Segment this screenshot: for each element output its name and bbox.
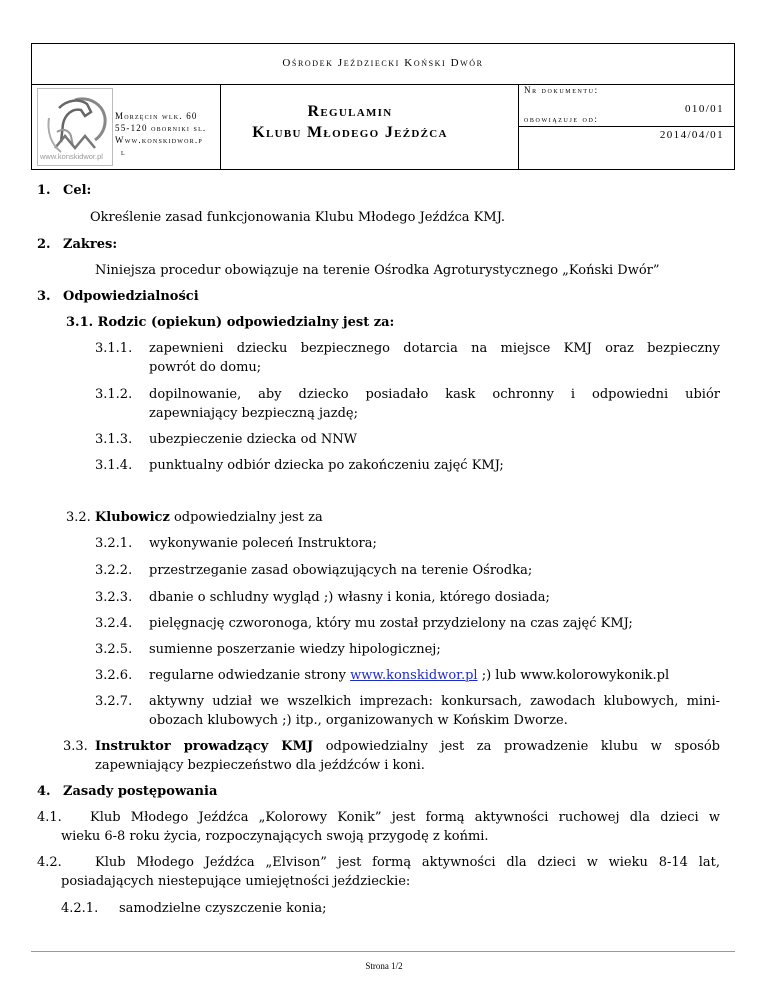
footer-divider bbox=[31, 951, 735, 952]
item-text: obozach klubowych ;) itp., organizowanych w Końskim Dworze. bbox=[149, 713, 568, 728]
subsection-number: 3.3. bbox=[63, 739, 88, 754]
document-title bbox=[252, 101, 448, 143]
subsection-title: 3.1. Rodzic (opiekun) odpowiedzialny jest za: bbox=[66, 315, 395, 330]
doc-number: 010/01 bbox=[685, 103, 724, 115]
item-number: 3.1.1. bbox=[95, 341, 133, 356]
section-title: Odpowiedzialności bbox=[63, 289, 199, 304]
header-meta-separator bbox=[518, 126, 734, 127]
item-number: 3.2.5. bbox=[95, 642, 133, 657]
address-block bbox=[115, 110, 235, 158]
logo-caption: www.konskidwor.pl bbox=[40, 152, 103, 161]
item-number: 3.2.1. bbox=[95, 536, 133, 551]
item-text-part: ;) lub www.kolorowykonik.pl bbox=[477, 668, 670, 683]
horse-logo bbox=[37, 88, 113, 166]
item-text-part: regularne odwiedzanie strony bbox=[149, 668, 351, 683]
item-number: 3.1.2. bbox=[95, 387, 133, 402]
paragraph-text: Klub Młodego Jeźdźca „Kolorowy Konik” jest formą aktywności ruchowej dla dzieci w bbox=[90, 810, 720, 825]
subsection-title-rest: odpowiedzialny jest za bbox=[169, 510, 323, 525]
paragraph-text: Klub Młodego Jeźdźca „Elvison” jest formą aktywności dla dzieci w wieku 8-14 lat, bbox=[95, 855, 720, 870]
section-text: Niniejsza procedur obowiązuje na terenie Ośrodka Agroturystycznego „Koński Dwór” bbox=[95, 263, 660, 278]
item-text: punktualny odbiór dziecka po zakończeniu zajęć KMJ; bbox=[149, 458, 504, 473]
item-text: aktywny udział we wszelkich imprezach: konkursach, zawodach klubowych, mini- bbox=[149, 694, 720, 709]
header-top-row bbox=[32, 44, 734, 85]
title-line: Regulamin bbox=[307, 103, 393, 120]
item-text: dbanie o schludny wygląd ;) własny i konia, którego dosiada; bbox=[149, 590, 550, 605]
title-line: Klubu Młodego Jeźdźca bbox=[252, 124, 448, 141]
subsection-role: Instruktor prowadzący KMJ bbox=[95, 739, 314, 754]
item-number: 3.1.4. bbox=[95, 458, 133, 473]
item-text: sumienne poszerzanie wiedzy hipologicznej; bbox=[149, 642, 441, 657]
item-text: powrót do domu; bbox=[149, 360, 262, 375]
item-number: 4.2.1. bbox=[61, 901, 99, 916]
item-number: 3.2.2. bbox=[95, 563, 133, 578]
item-text: zapewniający bezpieczną jazdę; bbox=[149, 406, 359, 421]
section-number: 1. bbox=[37, 183, 51, 198]
item-number: 3.1.3. bbox=[95, 432, 133, 447]
section-number: 3. bbox=[37, 289, 51, 304]
address-line: Morzęcin wlk. 60 bbox=[115, 111, 198, 121]
address-line: Www.konskidwor.p bbox=[115, 135, 203, 145]
section-text: Określenie zasad funkcjonowania Klubu Młodego Jeźdźca KMJ. bbox=[90, 210, 506, 225]
section-title: Zasady postępowania bbox=[63, 784, 218, 799]
item-text: zapewnieni dziecku bezpiecznego dotarcia na miejsce KMJ oraz bezpieczny bbox=[149, 341, 720, 356]
valid-from-label: obowiązuje od: bbox=[524, 114, 599, 124]
section-title: Cel: bbox=[63, 183, 92, 198]
subsection-title bbox=[66, 508, 323, 527]
doc-number-label: Nr dokumentu: bbox=[524, 85, 599, 95]
section-number: 2. bbox=[37, 237, 51, 252]
item-text: samodzielne czyszczenie konia; bbox=[119, 901, 327, 916]
section-title: Zakres: bbox=[63, 237, 118, 252]
item-text: pielęgnację czworonoga, który mu został przydzielony na czas zajęć KMJ; bbox=[149, 616, 633, 631]
document-header-table bbox=[31, 43, 735, 170]
paragraph-text: posiadających niestepujące umiejętności jeździeckie: bbox=[61, 874, 411, 889]
item-number: 3.2.4. bbox=[95, 616, 133, 631]
paragraph-number: 4.2. bbox=[37, 855, 62, 870]
section-number: 4. bbox=[37, 784, 51, 799]
valid-from-date: 2014/04/01 bbox=[659, 129, 724, 141]
item-text: wykonywanie poleceń Instruktora; bbox=[149, 536, 377, 551]
address-line: 55-120 oborniki sl. bbox=[115, 123, 207, 133]
paragraph-text: wieku 6-8 roku życia, rozpoczynających swoją przygodę z końmi. bbox=[61, 829, 489, 844]
address-line: l bbox=[121, 147, 126, 157]
item-text bbox=[149, 666, 669, 685]
item-number: 3.2.7. bbox=[95, 694, 133, 709]
item-text: ubezpieczenie dziecka od NNW bbox=[149, 432, 358, 447]
website-link[interactable]: www.konskidwor.pl bbox=[350, 668, 478, 683]
organization-name: Ośrodek Jeździecki Koński Dwór bbox=[282, 57, 484, 69]
item-text: dopilnowanie, aby dziecko posiadało kask ochronny i odpowiedni ubiór bbox=[149, 387, 720, 402]
subsection-number: 3.2. bbox=[66, 510, 91, 525]
page-number: Strona 1/2 bbox=[365, 961, 403, 971]
subsection-text-part: odpowiedzialny jest za prowadzenie klubu w sposób bbox=[313, 739, 721, 754]
item-number: 3.2.6. bbox=[95, 668, 133, 683]
subsection-text bbox=[95, 737, 720, 756]
paragraph-number: 4.1. bbox=[37, 810, 62, 825]
item-number: 3.2.3. bbox=[95, 590, 133, 605]
subsection-text: zapewniający bezpieczeństwo dla jeźdźców i koni. bbox=[95, 758, 425, 773]
item-text: przestrzeganie zasad obowiązujących na terenie Ośrodka; bbox=[149, 563, 533, 578]
subsection-role: Klubowicz bbox=[94, 510, 170, 525]
